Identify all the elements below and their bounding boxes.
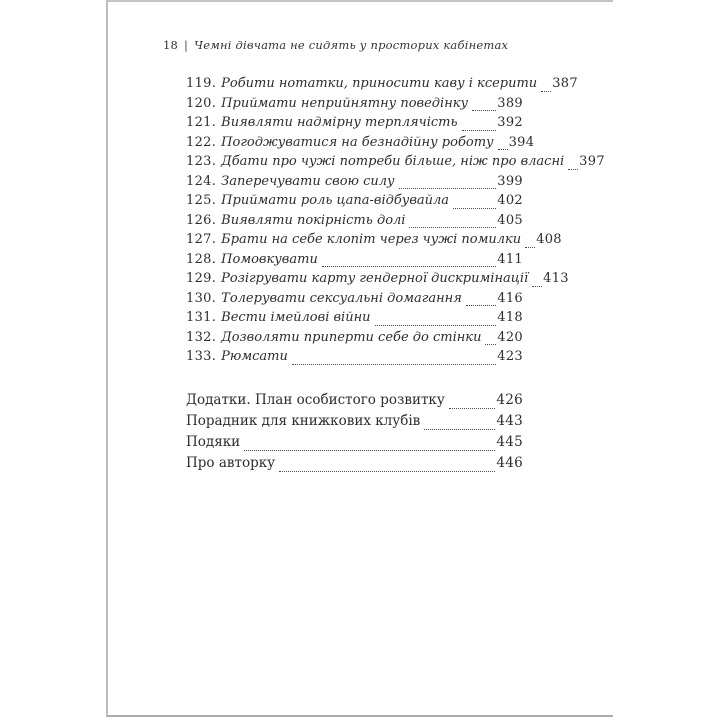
- dot-leader: [462, 130, 497, 131]
- toc-entry: [186, 154, 605, 174]
- toc-entry: [186, 330, 523, 350]
- dot-leader: [541, 91, 551, 92]
- entry-title: Про авторку: [186, 454, 276, 471]
- dot-leader: [279, 471, 495, 472]
- entry-page-number: 420: [497, 329, 523, 345]
- entry-page-number: 399: [497, 173, 523, 189]
- dot-leader: [525, 247, 535, 248]
- entry-title: Помовкувати: [221, 251, 318, 267]
- toc-entry: [186, 76, 578, 96]
- entry-title: Виявляти покірність долі: [221, 212, 406, 228]
- dot-leader: [568, 169, 578, 170]
- running-head-page-number: 18: [163, 38, 179, 52]
- dot-leader: [472, 110, 496, 111]
- entry-title: Заперечувати свою силу: [221, 173, 395, 189]
- toc-entry: [186, 134, 535, 155]
- toc-entry: [186, 252, 523, 272]
- entry-number: 130.: [186, 290, 217, 306]
- backmatter-list: [186, 392, 523, 476]
- running-head: [163, 38, 613, 52]
- entry-page-number: 402: [497, 193, 523, 208]
- dot-leader: [453, 208, 496, 209]
- entry-page-number: 397: [579, 154, 605, 169]
- entry-number: 126.: [186, 212, 217, 228]
- entry-page-number: 392: [497, 115, 523, 130]
- dot-leader: [292, 364, 496, 365]
- backmatter-entry: [186, 455, 523, 476]
- running-head-separator: |: [184, 38, 189, 52]
- toc-entry: [186, 310, 523, 330]
- toc-entry: [186, 349, 523, 369]
- entry-title: Робити нотатки, приносити каву і ксерити: [221, 76, 538, 91]
- toc-entry: [186, 291, 523, 311]
- entry-page-number: 423: [497, 349, 523, 364]
- dot-leader: [424, 429, 495, 430]
- entry-page-number: 426: [496, 391, 523, 408]
- entry-page-number: 387: [552, 76, 578, 91]
- entry-title: Погоджуватися на безнадійну роботу: [221, 134, 494, 150]
- dot-leader: [322, 266, 496, 267]
- entry-title: Додатки. План особистого розвитку: [186, 391, 445, 408]
- entry-number: 132.: [186, 329, 217, 345]
- entry-title: Толерувати сексуальні домагання: [221, 290, 462, 306]
- backmatter-entry: [186, 392, 523, 413]
- entry-page-number: 418: [497, 310, 523, 325]
- entry-page-number: 411: [497, 251, 523, 267]
- backmatter-entry: [186, 413, 523, 434]
- entry-number: 120.: [186, 95, 217, 111]
- entry-page-number: 389: [497, 95, 523, 111]
- toc-entry: [186, 174, 523, 194]
- toc-entry: [186, 213, 523, 233]
- entry-number: 123.: [186, 154, 217, 169]
- dot-leader: [449, 408, 496, 409]
- entry-title: Вести імейлові війни: [221, 310, 371, 325]
- entry-number: 131.: [186, 310, 217, 325]
- entry-number: 121.: [186, 115, 217, 130]
- toc-list: [186, 76, 605, 369]
- entry-title: Брати на себе клопіт через чужі помилки: [221, 232, 522, 247]
- entry-title: Дозволяти приперти себе до стінки: [221, 329, 482, 345]
- dot-leader: [375, 325, 497, 326]
- entry-number: 125.: [186, 193, 217, 208]
- entry-title: Приймати роль цапа-відбувайла: [221, 193, 450, 208]
- dot-leader: [409, 227, 496, 228]
- entry-title: Рюмсати: [221, 349, 288, 364]
- entry-number: 119.: [186, 76, 217, 91]
- dot-leader: [399, 188, 497, 189]
- dot-leader: [532, 286, 542, 287]
- backmatter-entry: [186, 434, 523, 455]
- entry-title: Розігрувати карту гендерної дискримінації: [221, 271, 529, 286]
- toc-entry: [186, 96, 523, 116]
- entry-page-number: 443: [496, 412, 523, 429]
- entry-number: 127.: [186, 232, 217, 247]
- entry-page-number: 416: [497, 290, 523, 306]
- toc-entry: [186, 232, 562, 252]
- toc-entry: [186, 193, 523, 213]
- running-head-book-title: Чемні дівчата не сидять у просторих кабінетах: [194, 38, 509, 52]
- entry-page-number: 405: [497, 212, 523, 228]
- toc-entry: [186, 115, 523, 135]
- toc-entry: [186, 271, 569, 291]
- entry-number: 129.: [186, 271, 217, 286]
- entry-page-number: 413: [543, 271, 569, 286]
- entry-title: Порадник для книжкових клубів: [186, 412, 421, 429]
- entry-page-number: 445: [496, 433, 523, 450]
- dot-leader: [498, 149, 508, 150]
- dot-leader: [244, 450, 495, 451]
- dot-leader: [466, 305, 496, 306]
- entry-page-number: 446: [496, 454, 523, 471]
- entry-title: Дбати про чужі потреби більше, ніж про власні: [221, 154, 565, 169]
- dot-leader: [485, 344, 496, 345]
- entry-page-number: 394: [508, 134, 535, 150]
- entry-page-number: 408: [536, 232, 562, 247]
- entry-number: 124.: [186, 173, 217, 189]
- entry-title: Подяки: [186, 433, 241, 450]
- entry-title: Приймати неприйнятну поведінку: [221, 95, 469, 111]
- entry-number: 128.: [186, 251, 217, 267]
- entry-title: Виявляти надмірну терплячість: [221, 115, 458, 130]
- page-sheet: [106, 0, 613, 717]
- entry-number: 122.: [186, 134, 217, 150]
- entry-number: 133.: [186, 349, 217, 364]
